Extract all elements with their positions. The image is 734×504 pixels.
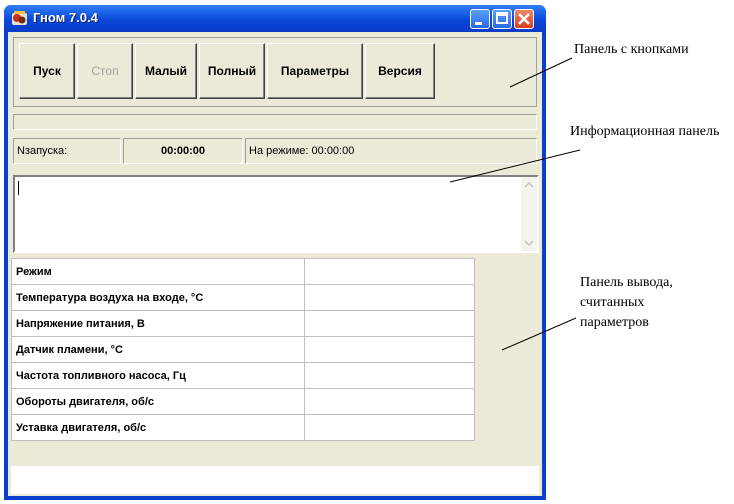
mode-time: На режиме: 00:00:00	[245, 138, 537, 164]
version-button[interactable]: Версия	[365, 43, 435, 99]
full-button[interactable]: Полный	[199, 43, 265, 99]
param-name: Частота топливного насоса, Гц	[12, 363, 305, 389]
annotation-button-panel: Панель с кнопками	[574, 42, 689, 57]
param-name: Уставка двигателя, об/с	[12, 415, 305, 441]
pointer-line-info	[450, 150, 580, 182]
parameters-button[interactable]: Параметры	[267, 43, 363, 99]
annotation-output-panel: Панель вывода, считанных параметров	[580, 275, 673, 330]
annotation-info-panel: Информационная панель	[570, 124, 720, 139]
param-name: Датчик пламени, °С	[12, 337, 305, 363]
param-name: Напряжение питания, В	[12, 311, 305, 337]
timer-value: 00:00:00	[123, 138, 243, 164]
stop-button[interactable]: Стоп	[77, 43, 133, 99]
pointer-line-buttons	[510, 58, 572, 87]
start-count-label: Nзапуска:	[13, 138, 121, 164]
low-button[interactable]: Малый	[135, 43, 197, 99]
param-name: Обороты двигателя, об/с	[12, 389, 305, 415]
window-title: Гном 7.0.4	[33, 10, 98, 25]
pointer-line-output	[502, 318, 576, 350]
param-name: Режим	[12, 259, 305, 285]
param-name: Температура воздуха на входе, °С	[12, 285, 305, 311]
start-button[interactable]: Пуск	[19, 43, 75, 99]
